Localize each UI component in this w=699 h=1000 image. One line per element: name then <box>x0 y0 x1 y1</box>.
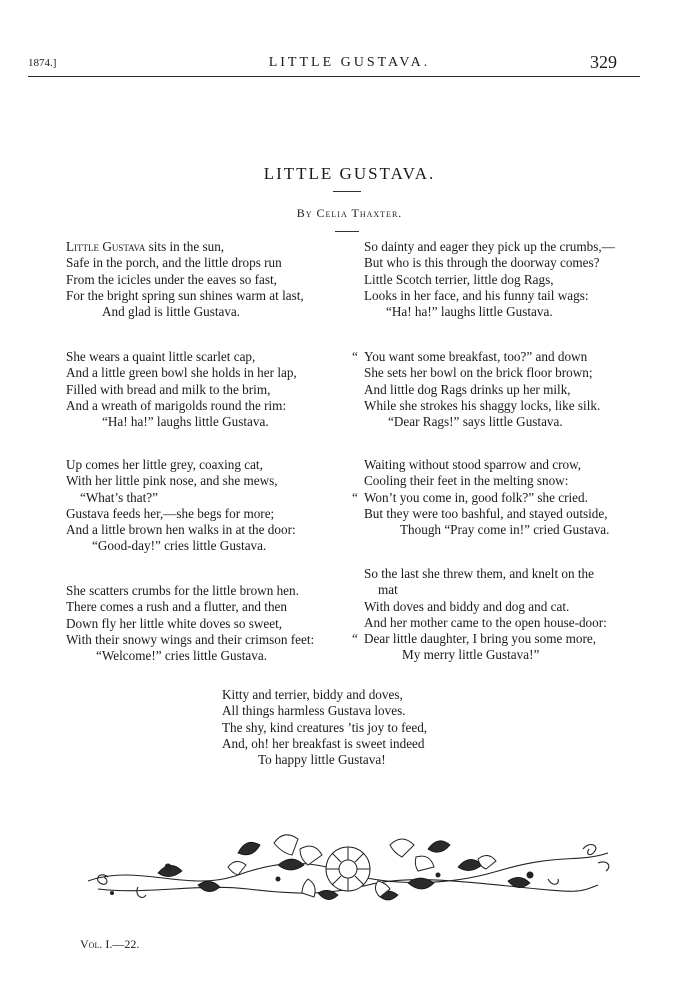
stanza-6 <box>352 349 601 430</box>
verse-line <box>352 631 607 647</box>
verse-line: So dainty and eager they pick up the crumbs,— <box>364 239 615 254</box>
verse-line: Safe in the porch, and the little drops run <box>66 255 282 271</box>
verse-line: She scatters crumbs for the little brown hen. <box>66 583 299 598</box>
verse-refrain: “Welcome!” cries little Gustava. <box>96 648 268 664</box>
verse-line: Down fly her little white doves so sweet, <box>66 615 283 631</box>
verse-refrain: “Ha! ha!” laughs little Gustava. <box>386 304 553 320</box>
verse-line: From the icicles under the eaves so fast, <box>66 271 277 287</box>
verse-line: And a little brown hen walks in at the door: <box>66 522 296 538</box>
verse-line: Filled with bread and milk to the brim, <box>66 381 271 397</box>
verse-refrain: To happy little Gustava! <box>258 752 386 768</box>
byline <box>0 206 699 221</box>
verse-line: With their snowy wings and their crimson feet: <box>66 631 315 647</box>
verse-line: All things harmless Gustava loves. <box>222 703 406 719</box>
floral-vignette <box>78 823 618 919</box>
stanza-8 <box>352 566 607 664</box>
verse-line-text: Dear little daughter, I bring you some more, <box>364 631 597 647</box>
byline-divider <box>335 231 359 232</box>
stanza-2 <box>66 349 297 430</box>
verse-line: Up comes her little grey, coaxing cat, <box>66 457 263 472</box>
title-divider <box>333 191 361 192</box>
byline-text: By Celia Thaxter. <box>296 206 403 220</box>
drop-cap-words: Little Gustava <box>66 239 146 254</box>
verse-refrain: “Dear Rags!” says little Gustava. <box>388 414 563 430</box>
page-number: 329 <box>590 52 617 72</box>
verse-line: While she strokes his shaggy locks, like silk. <box>364 397 601 413</box>
verse-line: But who is this through the doorway comes? <box>364 255 600 271</box>
open-quote: “ <box>352 631 358 647</box>
verse-line: With her little pink nose, and she mews, <box>66 473 278 489</box>
verse-line: And a wreath of marigolds round the rim: <box>66 397 287 413</box>
verse-refrain: My merry little Gustava!” <box>402 647 540 663</box>
verse-line: Kitty and terrier, biddy and doves, <box>222 687 403 702</box>
verse-line: She wears a quaint little scarlet cap, <box>66 349 256 364</box>
verse-line: And little dog Rags drinks up her milk, <box>364 381 571 397</box>
verse-line: Waiting without stood sparrow and crow, <box>364 457 582 472</box>
verse-line: And a little green bowl she holds in her lap, <box>66 365 297 381</box>
header-rule <box>28 76 640 77</box>
verse-line: Looks in her face, and his funny tail wags: <box>364 287 589 303</box>
verse-line: For the bright spring sun shines warm at last, <box>66 287 304 303</box>
open-quote: “ <box>352 489 358 505</box>
verse-line-rest: sits in the sun, <box>145 239 225 254</box>
verse-line <box>352 489 609 506</box>
verse-line-text: You want some breakfast, too?” and down <box>364 349 588 364</box>
verse-refrain: And glad is little Gustava. <box>102 304 241 320</box>
verse-line: But they were too bashful, and stayed outside, <box>364 505 608 521</box>
stanza-3 <box>66 457 296 555</box>
verse-line: mat <box>378 582 398 598</box>
running-title: LITTLE GUSTAVA. <box>268 55 431 70</box>
verse-line <box>352 349 600 365</box>
stanza-7 <box>352 457 610 538</box>
verse-line: So the last she threw them, and knelt on the <box>364 566 595 581</box>
morning-glory-garland-icon <box>78 823 618 915</box>
verse-refrain: “Ha! ha!” laughs little Gustava. <box>102 414 269 430</box>
verse-line: “What’s that?” <box>80 489 158 505</box>
verse-line-text: Won’t you come in, good folk?” she cried. <box>364 489 588 505</box>
verse-line: And her mother came to the open house-door: <box>364 614 607 630</box>
verse-line: Gustava feeds her,—she begs for more; <box>66 505 275 521</box>
header-year: 1874.] <box>28 57 57 69</box>
verse-refrain: “Good-day!” cries little Gustava. <box>92 538 267 554</box>
verse-line: With doves and biddy and dog and cat. <box>364 598 570 614</box>
verse-line: She sets her bowl on the brick floor brown; <box>364 365 593 381</box>
verse-line: There comes a rush and a flutter, and then <box>66 599 288 615</box>
verse-refrain: Though “Pray come in!” cried Gustava. <box>400 522 610 538</box>
verse-line: Little Scotch terrier, little dog Rags, <box>364 271 554 287</box>
stanza-9 <box>222 687 427 768</box>
open-quote: “ <box>352 349 358 364</box>
poem-title: LITTLE GUSTAVA. <box>263 164 436 183</box>
stanza-1 <box>66 239 304 320</box>
verse-line: And, oh! her breakfast is sweet indeed <box>222 735 425 751</box>
verse-line: The shy, kind creatures ’tis joy to feed, <box>222 719 428 735</box>
volume-signature: Vol. I.—22. <box>80 937 140 951</box>
stanza-5 <box>364 239 615 320</box>
stanza-4 <box>66 583 314 664</box>
verse-line: Cooling their feet in the melting snow: <box>364 473 569 489</box>
verse-line <box>66 239 304 255</box>
